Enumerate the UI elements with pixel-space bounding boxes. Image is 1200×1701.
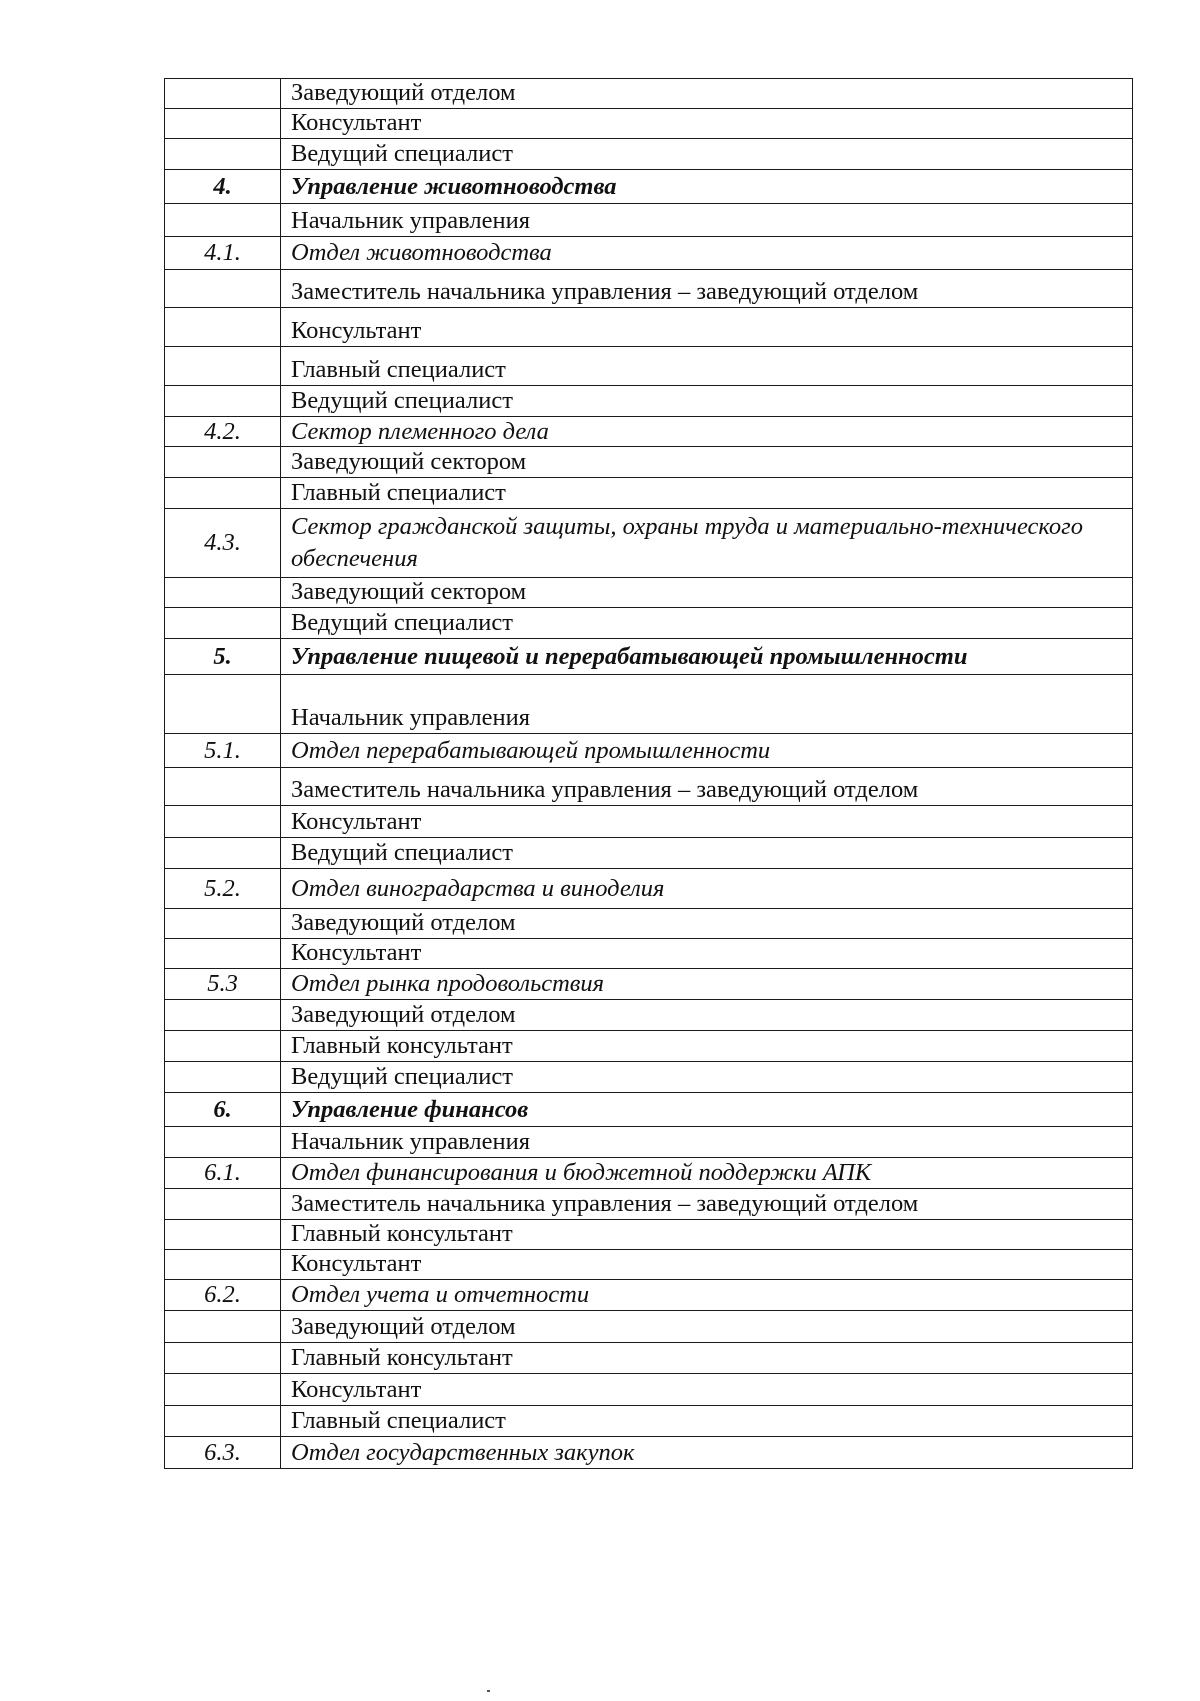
row-title: Консультант (281, 806, 1133, 838)
row-title: Консультант (281, 939, 1133, 969)
row-number: 6.3. (165, 1437, 281, 1469)
table-row (165, 838, 1133, 869)
row-title: Заместитель начальника управления – заведующий отделом (281, 1189, 1133, 1220)
row-title: Отдел государственных закупок (281, 1437, 1133, 1469)
row-title: Консультант (281, 1374, 1133, 1406)
row-title: Отдел рынка продовольствия (281, 969, 1133, 1000)
row-title: Главный консультант (281, 1343, 1133, 1374)
row-number (165, 386, 281, 417)
row-number: 4.3. (165, 509, 281, 578)
table-row (165, 509, 1133, 578)
row-title: Заведующий сектором (281, 578, 1133, 608)
row-number (165, 1311, 281, 1343)
row-title: Заместитель начальника управления – заведующий отделом (281, 768, 1133, 806)
row-title: Ведущий специалист (281, 386, 1133, 417)
table-row (165, 1062, 1133, 1093)
row-title: Заведующий отделом (281, 79, 1133, 109)
table-row (165, 1343, 1133, 1374)
table-row (165, 1406, 1133, 1437)
row-number (165, 204, 281, 237)
table-row (165, 447, 1133, 478)
row-number: 6. (165, 1093, 281, 1127)
row-title: Ведущий специалист (281, 608, 1133, 639)
row-title: Отдел животноводства (281, 237, 1133, 270)
row-number (165, 909, 281, 939)
table-row (165, 109, 1133, 139)
table-row (165, 204, 1133, 237)
table-row (165, 478, 1133, 509)
row-number (165, 478, 281, 509)
row-number (165, 1127, 281, 1158)
row-number: 5.3 (165, 969, 281, 1000)
row-title: Отдел учета и отчетности (281, 1280, 1133, 1311)
row-number (165, 270, 281, 308)
row-number (165, 939, 281, 969)
row-number (165, 79, 281, 109)
table-row (165, 969, 1133, 1000)
row-number (165, 608, 281, 639)
row-title: Отдел виноградарства и виноделия (281, 869, 1133, 909)
row-number (165, 1000, 281, 1031)
row-number: 4.1. (165, 237, 281, 270)
table-row (165, 578, 1133, 608)
row-number (165, 675, 281, 734)
row-number (165, 139, 281, 170)
row-title: Начальник управления (281, 204, 1133, 237)
table-row (165, 270, 1133, 308)
row-title: Управление животноводства (281, 170, 1133, 204)
row-title: Главный консультант (281, 1031, 1133, 1062)
row-number: 6.2. (165, 1280, 281, 1311)
table-row (165, 386, 1133, 417)
table-row (165, 1031, 1133, 1062)
table-row (165, 79, 1133, 109)
table-row (165, 1437, 1133, 1469)
row-number (165, 1031, 281, 1062)
table-row (165, 869, 1133, 909)
row-number (165, 1250, 281, 1280)
row-title: Начальник управления (281, 675, 1133, 734)
table-row (165, 1250, 1133, 1280)
row-title: Заведующий отделом (281, 1311, 1133, 1343)
row-number (165, 109, 281, 139)
table-row (165, 347, 1133, 386)
table-row (165, 1127, 1133, 1158)
row-number (165, 1406, 281, 1437)
table-row (165, 1280, 1133, 1311)
row-title: Управление финансов (281, 1093, 1133, 1127)
table-row (165, 170, 1133, 204)
table-row (165, 806, 1133, 838)
staff-table-body (165, 79, 1133, 1469)
table-row (165, 1093, 1133, 1127)
row-title: Заведующий сектором (281, 447, 1133, 478)
table-row (165, 768, 1133, 806)
row-number: 4. (165, 170, 281, 204)
row-number: 4.2. (165, 417, 281, 447)
row-number: 5.1. (165, 734, 281, 768)
row-number (165, 768, 281, 806)
row-title: Ведущий специалист (281, 139, 1133, 170)
row-title: Консультант (281, 1250, 1133, 1280)
row-title: Главный консультант (281, 1220, 1133, 1250)
table-row (165, 734, 1133, 768)
row-title: Консультант (281, 308, 1133, 347)
row-number (165, 1343, 281, 1374)
scan-speck (487, 1690, 490, 1692)
table-row (165, 1374, 1133, 1406)
row-number (165, 447, 281, 478)
row-title: Заместитель начальника управления – заведующий отделом (281, 270, 1133, 308)
table-row (165, 909, 1133, 939)
table-row (165, 417, 1133, 447)
table-row (165, 639, 1133, 675)
row-title: Главный специалист (281, 1406, 1133, 1437)
row-title: Сектор племенного дела (281, 417, 1133, 447)
table-row (165, 608, 1133, 639)
row-number: 5. (165, 639, 281, 675)
table-row (165, 675, 1133, 734)
row-title: Управление пищевой и перерабатывающей промышленности (281, 639, 1133, 675)
table-row (165, 1311, 1133, 1343)
row-number (165, 1062, 281, 1093)
row-title: Ведущий специалист (281, 1062, 1133, 1093)
staff-structure-table (164, 78, 1133, 1469)
table-row (165, 1189, 1133, 1220)
row-number (165, 1374, 281, 1406)
table-row (165, 1158, 1133, 1189)
row-title: Главный специалист (281, 478, 1133, 509)
row-number (165, 347, 281, 386)
row-title: Консультант (281, 109, 1133, 139)
row-number (165, 838, 281, 869)
row-title: Начальник управления (281, 1127, 1133, 1158)
row-title: Сектор гражданской защиты, охраны труда и материально-технического обеспечения (281, 509, 1133, 578)
table-row (165, 237, 1133, 270)
table-row (165, 308, 1133, 347)
table-row (165, 1000, 1133, 1031)
row-number (165, 1189, 281, 1220)
row-number: 5.2. (165, 869, 281, 909)
table-row (165, 1220, 1133, 1250)
row-title: Отдел перерабатывающей промышленности (281, 734, 1133, 768)
table-row (165, 139, 1133, 170)
row-number (165, 806, 281, 838)
row-title: Отдел финансирования и бюджетной поддержки АПК (281, 1158, 1133, 1189)
row-number: 6.1. (165, 1158, 281, 1189)
row-number (165, 1220, 281, 1250)
row-title: Заведующий отделом (281, 1000, 1133, 1031)
row-number (165, 578, 281, 608)
row-number (165, 308, 281, 347)
row-title: Главный специалист (281, 347, 1133, 386)
row-title: Заведующий отделом (281, 909, 1133, 939)
table-row (165, 939, 1133, 969)
row-title: Ведущий специалист (281, 838, 1133, 869)
